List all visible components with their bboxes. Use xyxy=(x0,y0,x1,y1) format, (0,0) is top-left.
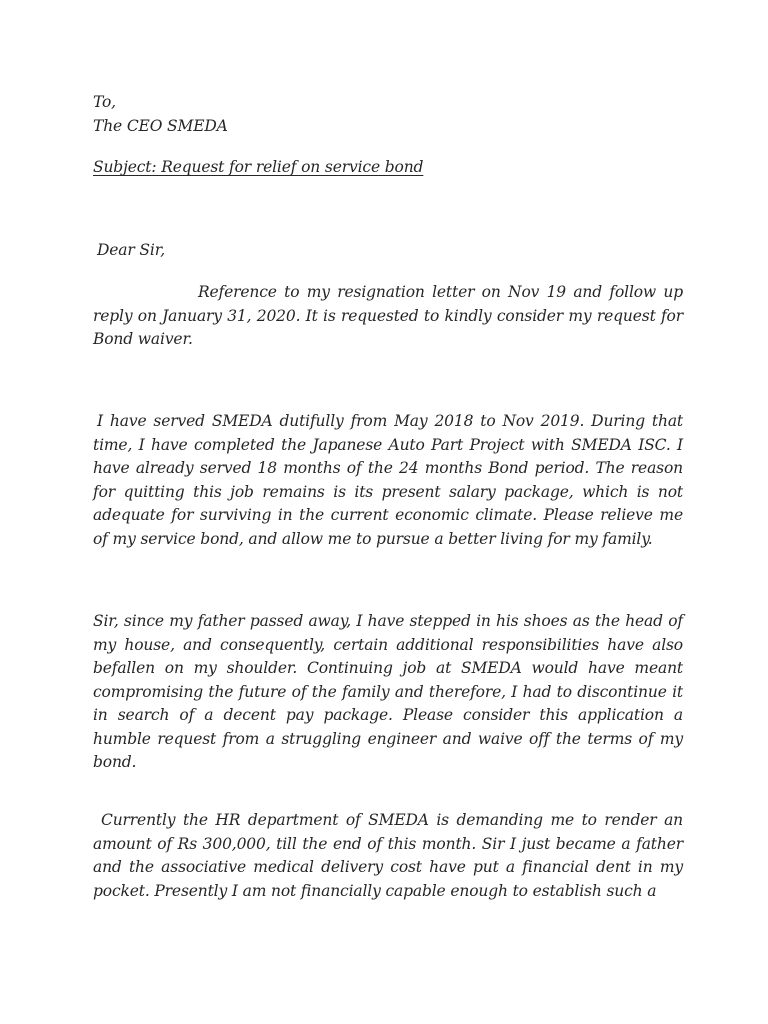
paragraph-service: I have served SMEDA dutifully from May 2018 to Nov 2019. During that time, I have completed the Japanese Auto Part Project with SMEDA ISC. I have already served 18 months of the 24 months Bond period. The reason for quitting this job remains is its present salary package, which is not adequate for surviving in the current economic climate. Please relieve me of my service bond, and allow me to pursue a better living for my family. xyxy=(93,412,683,548)
salutation: Dear Sir, xyxy=(97,241,166,259)
address-to: To, xyxy=(93,93,116,111)
paragraph-family: Sir, since my father passed away, I have stepped in his shoes as the head of my house, and consequently, certain additional responsibilities have also befallen on my shoulder. Continuing job at SMEDA would have meant compromising the future of the family and therefore, I had to discontinue it in search of a decent pay package. Please consider this application a humble request from a struggling engineer and waive off the terms of my bond. xyxy=(93,612,683,771)
recipient: The CEO SMEDA xyxy=(93,117,228,135)
subject-line: Subject: Request for relief on service bond xyxy=(93,158,424,176)
paragraph-payment: Currently the HR department of SMEDA is demanding me to render an amount of Rs 300,000, till the end of this month. Sir I just became a father and the associative medical delivery cost have put a financial dent in my pocket. Presently I am not financially capable enough to establish such a xyxy=(93,811,683,900)
paragraph-reference: Reference to my resignation letter on Nov 19 and follow up reply on January 31, 2020. It is requested to kindly consider my request for Bond waiver. xyxy=(93,283,683,348)
